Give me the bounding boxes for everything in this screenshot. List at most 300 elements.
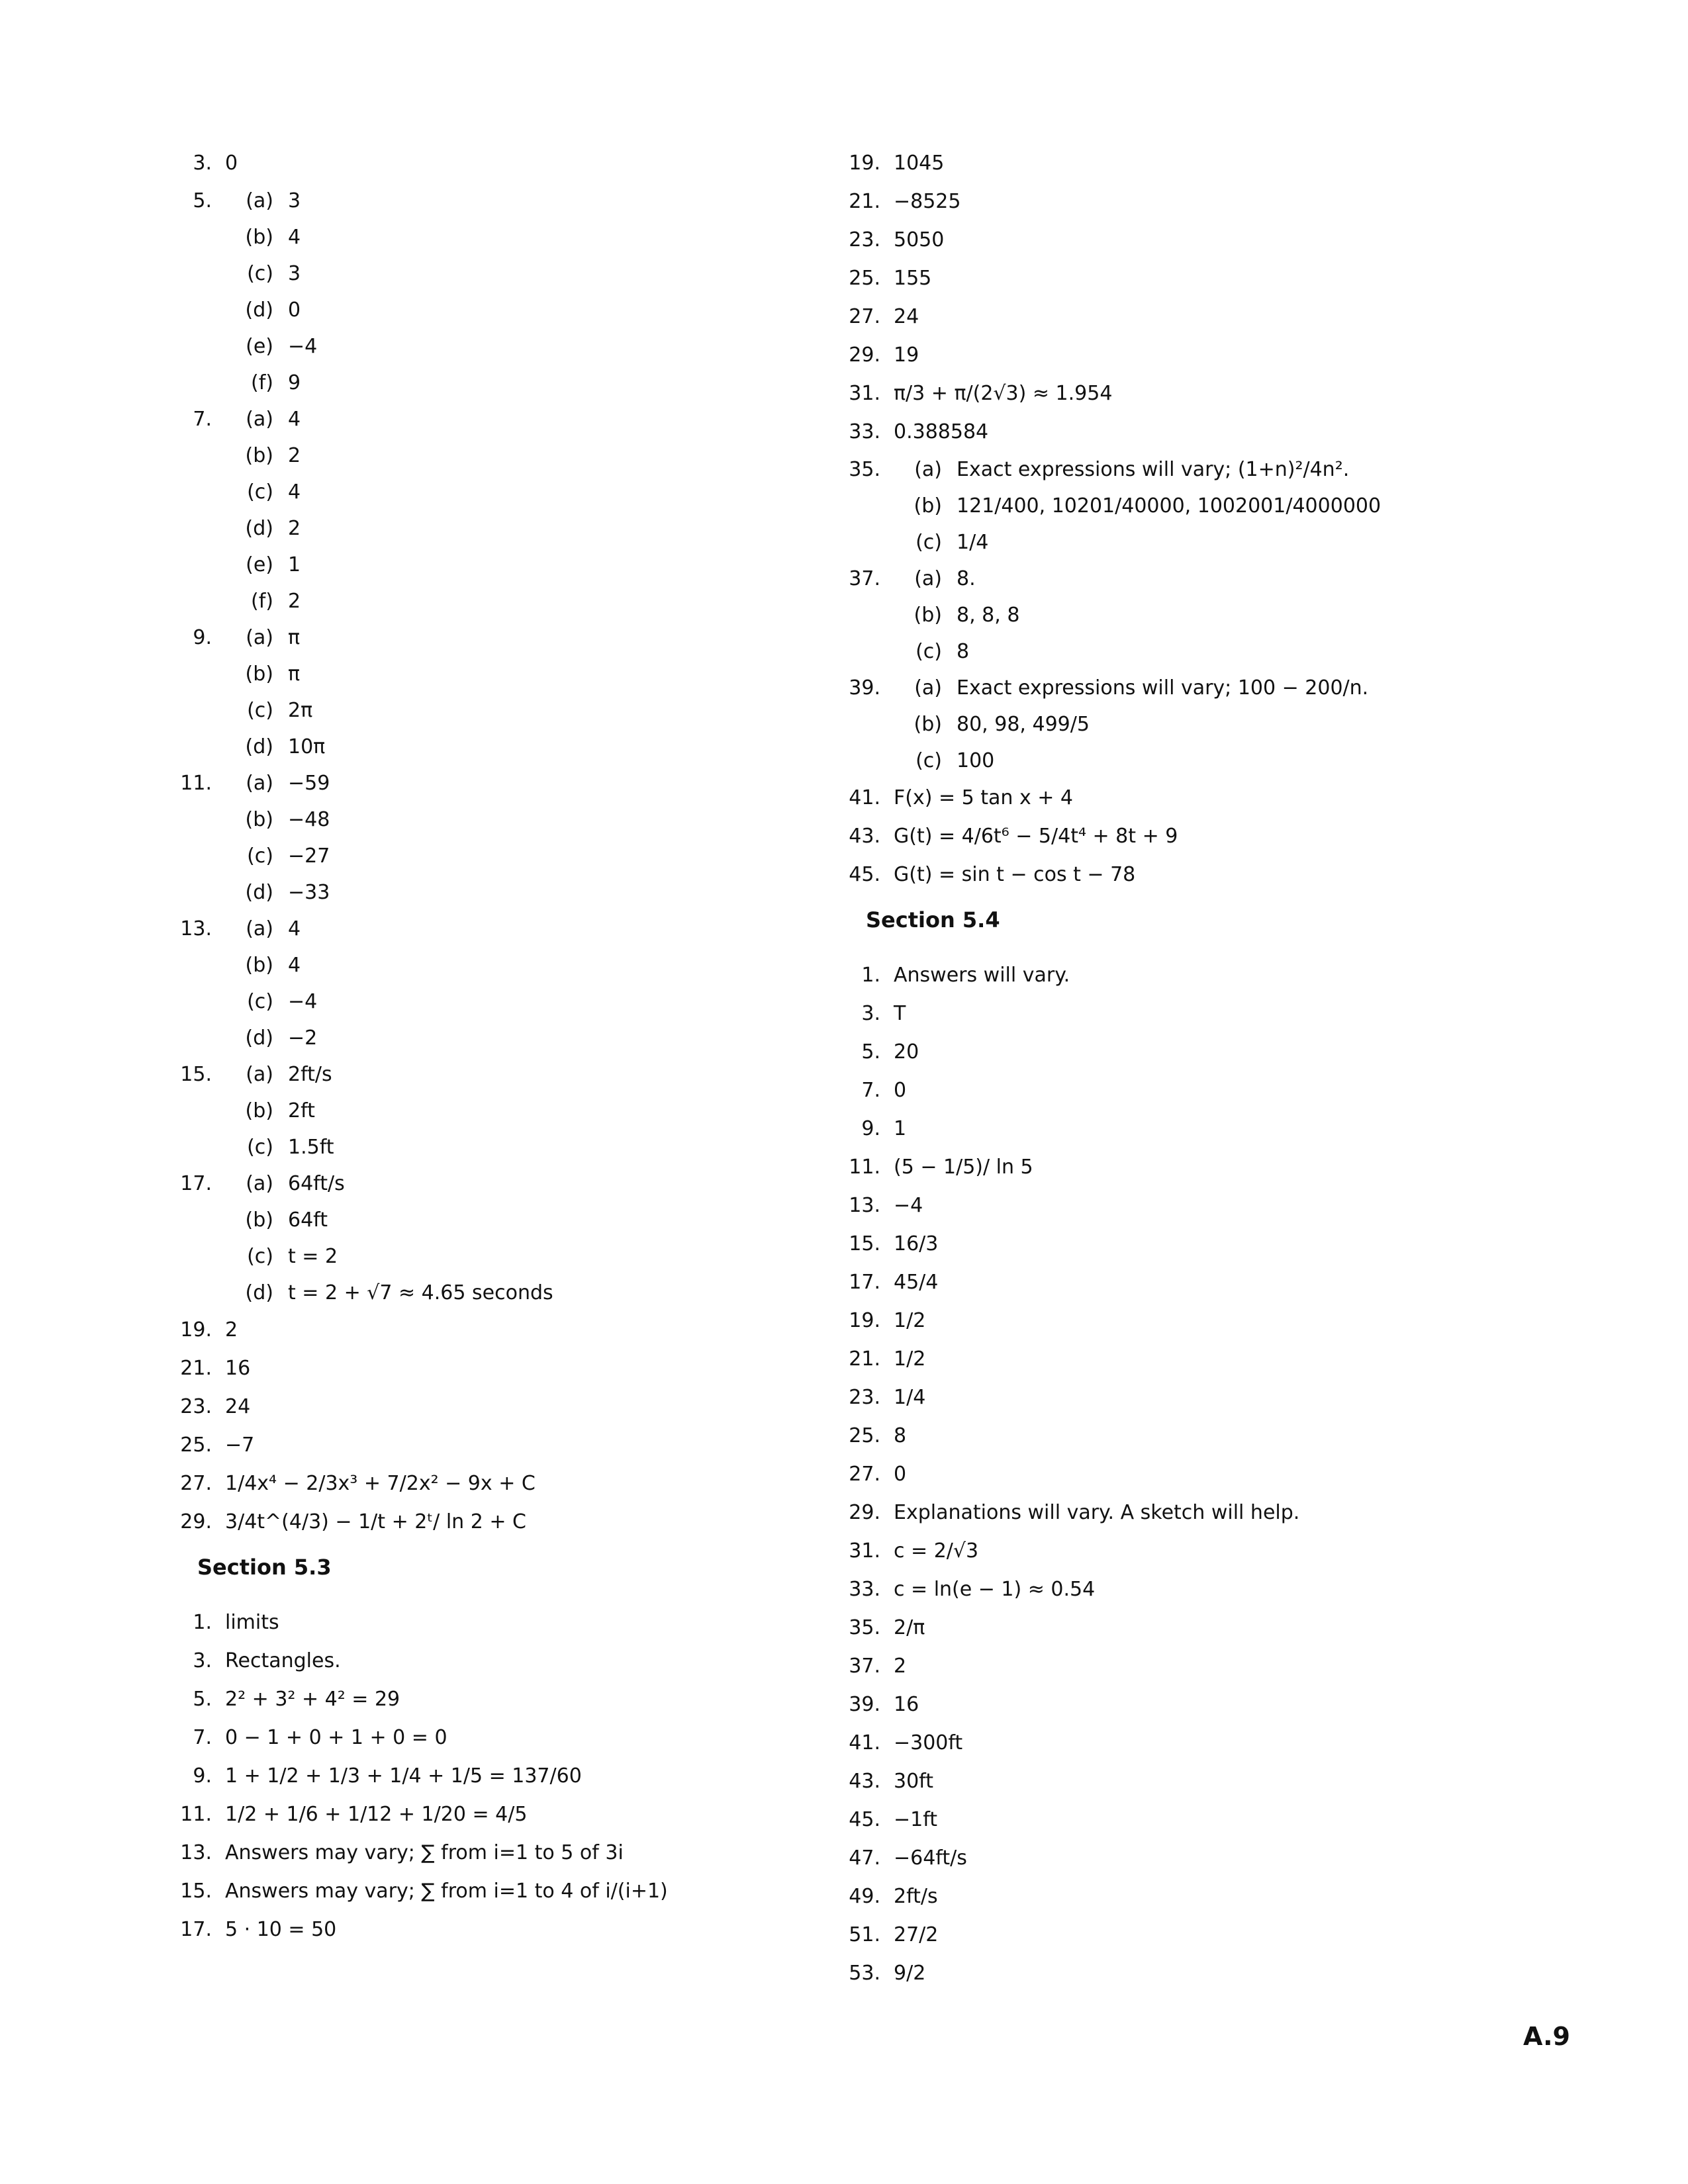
- part-value: 2ft: [288, 1099, 315, 1122]
- answer-part: [165, 255, 814, 292]
- answer-item: [165, 1165, 814, 1311]
- part-value: 64ft/s: [288, 1172, 345, 1195]
- answer-item: [834, 1916, 1562, 1954]
- answer-number: 33.: [849, 420, 880, 443]
- answer-text: 1: [894, 1117, 907, 1140]
- answer-number: 41.: [849, 1731, 880, 1754]
- answer-number: 17.: [849, 1271, 880, 1294]
- part-label: (a): [246, 189, 273, 212]
- answer-number: 21.: [849, 1347, 880, 1371]
- answer-part: [834, 633, 1562, 670]
- answer-number: 29.: [180, 1510, 212, 1533]
- part-value: 4: [288, 954, 301, 977]
- answer-text: 155: [894, 267, 932, 290]
- answer-number: 11.: [180, 772, 212, 795]
- answer-number: 27.: [849, 305, 880, 328]
- answer-part: [165, 583, 814, 619]
- answer-part: [165, 437, 814, 474]
- answer-text: −7: [225, 1433, 255, 1457]
- part-value: 1/4: [957, 531, 989, 554]
- answer-part: [165, 292, 814, 328]
- answer-text: 0.388584: [894, 420, 989, 443]
- answer-item: [834, 1340, 1562, 1379]
- answer-item: [834, 1033, 1562, 1071]
- answer-part: [834, 670, 1562, 706]
- answer-item: [834, 183, 1562, 221]
- answer-number: 3.: [193, 1649, 212, 1672]
- answer-part: [165, 547, 814, 583]
- answer-number: 37.: [849, 567, 880, 590]
- part-value: 10π: [288, 735, 326, 758]
- answer-part: [165, 1202, 814, 1238]
- answer-text: 5 · 10 = 50: [225, 1918, 337, 1941]
- answer-number: 7.: [193, 1726, 212, 1749]
- answer-item: [834, 956, 1562, 995]
- part-value: 3: [288, 189, 301, 212]
- answer-item: [834, 561, 1562, 670]
- answer-text: 2: [894, 1655, 907, 1678]
- answer-text: 1 + 1/2 + 1/3 + 1/4 + 1/5 = 137/60: [225, 1764, 582, 1788]
- part-label: (b): [245, 1208, 273, 1232]
- answer-text: 24: [225, 1395, 251, 1418]
- part-label: (b): [245, 444, 273, 467]
- answer-number: 19.: [180, 1318, 212, 1342]
- part-value: 100: [957, 749, 995, 772]
- answer-item: [834, 221, 1562, 259]
- answer-item: [834, 336, 1562, 375]
- part-label: (b): [245, 954, 273, 977]
- answer-item: [165, 1834, 814, 1872]
- answer-text: F(x) = 5 tan x + 4: [894, 786, 1073, 809]
- answer-number: 1.: [193, 1611, 212, 1634]
- part-label: (a): [246, 1172, 273, 1195]
- part-label: (d): [245, 517, 273, 540]
- answer-text: (5 − 1/5)/ ln 5: [894, 1156, 1033, 1179]
- answer-number: 21.: [180, 1357, 212, 1380]
- answer-item: [165, 1426, 814, 1465]
- part-label: (b): [914, 713, 942, 736]
- part-value: 1: [288, 553, 301, 576]
- part-label: (a): [246, 626, 273, 649]
- part-value: −59: [288, 772, 330, 795]
- answer-part: [165, 911, 814, 947]
- part-value: 9: [288, 371, 301, 394]
- left-answer-column: [165, 144, 814, 1949]
- part-label: (c): [247, 262, 273, 285]
- answer-part: [165, 401, 814, 437]
- answer-part: [165, 1020, 814, 1056]
- answer-text: Answers may vary; ∑ from i=1 to 4 of i/(i+1): [225, 1880, 668, 1903]
- answer-number: 15.: [849, 1232, 880, 1255]
- answer-number: 17.: [180, 1172, 212, 1195]
- part-label: (c): [915, 749, 942, 772]
- answer-item: [165, 1757, 814, 1796]
- answer-item: [834, 1647, 1562, 1686]
- answer-item: [834, 1187, 1562, 1225]
- answer-number: 41.: [849, 786, 880, 809]
- answer-item: [834, 856, 1562, 894]
- answer-number: 15.: [180, 1880, 212, 1903]
- answer-part: [165, 947, 814, 983]
- answer-text: 30ft: [894, 1770, 933, 1793]
- answer-text: −4: [894, 1194, 923, 1217]
- answer-text: 2² + 3² + 4² = 29: [225, 1688, 400, 1711]
- answer-number: 45.: [849, 863, 880, 886]
- part-label: (a): [246, 408, 273, 431]
- answer-number: 47.: [849, 1846, 880, 1870]
- answer-number: 29.: [849, 1501, 880, 1524]
- answer-number: 35.: [849, 1616, 880, 1639]
- part-label: (b): [245, 226, 273, 249]
- answer-part: [165, 365, 814, 401]
- answer-number: 13.: [849, 1194, 880, 1217]
- answer-part: [165, 1165, 814, 1202]
- answer-item: [834, 1302, 1562, 1340]
- answer-item: [834, 1110, 1562, 1148]
- answer-item: [834, 1417, 1562, 1455]
- answer-item: [165, 1642, 814, 1680]
- answer-number: 29.: [849, 343, 880, 367]
- answer-number: 25.: [849, 267, 880, 290]
- answer-item: [834, 451, 1562, 561]
- answer-item: [834, 995, 1562, 1033]
- part-value: 4: [288, 226, 301, 249]
- answer-number: 27.: [849, 1463, 880, 1486]
- answer-part: [165, 510, 814, 547]
- part-value: 80, 98, 499/5: [957, 713, 1090, 736]
- answer-item: [834, 298, 1562, 336]
- answer-text: 2ft/s: [894, 1885, 938, 1908]
- answer-number: 31.: [849, 382, 880, 405]
- answer-part: [834, 451, 1562, 488]
- answer-number: 39.: [849, 676, 880, 700]
- part-value: 2: [288, 590, 301, 613]
- answer-part: [165, 328, 814, 365]
- answer-part: [165, 619, 814, 656]
- answer-item: [834, 259, 1562, 298]
- answer-number: 19.: [849, 1309, 880, 1332]
- answer-number: 23.: [849, 228, 880, 251]
- answer-item: [834, 1263, 1562, 1302]
- answer-item: [834, 1724, 1562, 1762]
- answer-number: 13.: [180, 917, 212, 940]
- answer-text: Answers will vary.: [894, 964, 1070, 987]
- answer-text: 1/4x⁴ − 2/3x³ + 7/2x² − 9x + C: [225, 1472, 536, 1495]
- answer-text: c = 2/√3: [894, 1539, 979, 1563]
- answer-item: [834, 1570, 1562, 1609]
- answer-item: [165, 619, 814, 765]
- answer-item: [165, 1796, 814, 1834]
- part-value: Exact expressions will vary; (1+n)²/4n².: [957, 458, 1350, 481]
- part-value: π: [288, 626, 301, 649]
- part-value: 1.5ft: [288, 1136, 334, 1159]
- page-number: A.9: [1523, 2022, 1570, 2051]
- part-value: 64ft: [288, 1208, 328, 1232]
- answer-part: [165, 692, 814, 729]
- part-value: t = 2: [288, 1245, 338, 1268]
- answer-item: [834, 1609, 1562, 1647]
- part-label: (d): [245, 735, 273, 758]
- answer-number: 5.: [861, 1040, 880, 1064]
- part-label: (b): [245, 1099, 273, 1122]
- answer-part: [165, 1056, 814, 1093]
- answer-number: 11.: [180, 1803, 212, 1826]
- answer-item: [165, 1604, 814, 1642]
- part-value: −4: [288, 990, 318, 1013]
- answer-text: 27/2: [894, 1923, 939, 1946]
- answer-number: 9.: [861, 1117, 880, 1140]
- answer-item: [165, 1311, 814, 1349]
- answer-part: [834, 706, 1562, 743]
- answer-text: 3/4t^(4/3) − 1/t + 2ᵗ/ ln 2 + C: [225, 1510, 526, 1533]
- answer-item: [165, 765, 814, 911]
- answer-item: [165, 1911, 814, 1949]
- answer-item: [834, 413, 1562, 451]
- answer-number: 23.: [849, 1386, 880, 1409]
- answer-number: 11.: [849, 1156, 880, 1179]
- answer-text: Answers may vary; ∑ from i=1 to 5 of 3i: [225, 1841, 624, 1864]
- answer-number: 27.: [180, 1472, 212, 1495]
- answer-number: 3.: [861, 1002, 880, 1025]
- part-value: 2: [288, 444, 301, 467]
- answer-number: 39.: [849, 1693, 880, 1716]
- part-label: (c): [247, 990, 273, 1013]
- answer-text: limits: [225, 1611, 279, 1634]
- answer-part: [165, 219, 814, 255]
- part-label: (f): [251, 590, 273, 613]
- answer-item: [834, 375, 1562, 413]
- answer-number: 25.: [180, 1433, 212, 1457]
- answer-part: [165, 874, 814, 911]
- answer-item: [834, 1071, 1562, 1110]
- answer-text: T: [894, 1002, 906, 1025]
- answer-text: 16/3: [894, 1232, 939, 1255]
- answer-text: 9/2: [894, 1962, 926, 1985]
- answer-text: −1ft: [894, 1808, 938, 1831]
- section-heading: Section 5.4: [866, 907, 1000, 933]
- answer-text: 0: [225, 152, 238, 175]
- part-label: (b): [914, 494, 942, 518]
- answer-item: [165, 1680, 814, 1719]
- answer-text: G(t) = 4/6t⁶ − 5/4t⁴ + 8t + 9: [894, 825, 1178, 848]
- answer-number: 19.: [849, 152, 880, 175]
- answer-number: 51.: [849, 1923, 880, 1946]
- answer-number: 5.: [193, 189, 212, 212]
- answer-item: [834, 1532, 1562, 1570]
- answer-number: 23.: [180, 1395, 212, 1418]
- answer-number: 37.: [849, 1655, 880, 1678]
- part-value: 8, 8, 8: [957, 604, 1020, 627]
- part-value: 8.: [957, 567, 976, 590]
- answer-number: 3.: [193, 152, 212, 175]
- part-label: (e): [246, 335, 273, 358]
- part-value: 8: [957, 640, 970, 663]
- part-label: (b): [245, 662, 273, 686]
- part-label: (d): [245, 1281, 273, 1304]
- answer-item: [834, 1686, 1562, 1724]
- part-value: −2: [288, 1026, 318, 1050]
- part-value: 4: [288, 917, 301, 940]
- answer-item: [834, 1148, 1562, 1187]
- answer-text: 20: [894, 1040, 919, 1064]
- answer-text: 16: [894, 1693, 919, 1716]
- answer-item: [834, 1225, 1562, 1263]
- answer-text: 0 − 1 + 0 + 1 + 0 = 0: [225, 1726, 447, 1749]
- answer-item: [834, 670, 1562, 779]
- answer-number: 25.: [849, 1424, 880, 1447]
- answer-part: [165, 1238, 814, 1275]
- answer-part: [165, 1275, 814, 1311]
- answer-number: 21.: [849, 190, 880, 213]
- part-value: 4: [288, 480, 301, 504]
- answer-item: [834, 1839, 1562, 1878]
- answer-text: −64ft/s: [894, 1846, 967, 1870]
- answer-text: −8525: [894, 190, 961, 213]
- answer-number: 35.: [849, 458, 880, 481]
- part-value: Exact expressions will vary; 100 − 200/n.: [957, 676, 1369, 700]
- answer-part: [165, 474, 814, 510]
- part-value: −48: [288, 808, 330, 831]
- answer-number: 45.: [849, 1808, 880, 1831]
- answer-text: 1/2 + 1/6 + 1/12 + 1/20 = 4/5: [225, 1803, 528, 1826]
- answer-text: 45/4: [894, 1271, 939, 1294]
- part-value: π: [288, 662, 301, 686]
- answer-number: 5.: [193, 1688, 212, 1711]
- part-value: 2ft/s: [288, 1063, 332, 1086]
- answer-item: [165, 1388, 814, 1426]
- answer-part: [165, 801, 814, 838]
- part-value: −4: [288, 335, 318, 358]
- part-value: t = 2 + √7 ≈ 4.65 seconds: [288, 1281, 553, 1304]
- answer-item: [834, 1762, 1562, 1801]
- part-label: (c): [247, 480, 273, 504]
- part-label: (a): [914, 458, 942, 481]
- answer-item: [165, 401, 814, 619]
- answer-item: [834, 817, 1562, 856]
- answer-number: 9.: [193, 626, 212, 649]
- answer-part: [834, 597, 1562, 633]
- answer-text: 16: [225, 1357, 251, 1380]
- answer-text: Rectangles.: [225, 1649, 341, 1672]
- answer-number: 53.: [849, 1962, 880, 1985]
- part-label: (c): [915, 531, 942, 554]
- part-value: 3: [288, 262, 301, 285]
- answer-text: 8: [894, 1424, 907, 1447]
- answer-part: [834, 524, 1562, 561]
- part-label: (e): [246, 553, 273, 576]
- answer-text: 24: [894, 305, 919, 328]
- part-label: (f): [251, 371, 273, 394]
- answer-item: [165, 1465, 814, 1503]
- answer-text: Explanations will vary. A sketch will help.: [894, 1501, 1300, 1524]
- answer-item: [834, 1801, 1562, 1839]
- answer-text: 0: [894, 1463, 907, 1486]
- answer-text: 2: [225, 1318, 238, 1342]
- answer-part: [834, 743, 1562, 779]
- answer-part: [834, 561, 1562, 597]
- answer-text: 1/2: [894, 1347, 926, 1371]
- answer-part: [165, 183, 814, 219]
- answer-part: [165, 983, 814, 1020]
- answer-part: [165, 1093, 814, 1129]
- answer-item: [834, 779, 1562, 817]
- answer-number: 13.: [180, 1841, 212, 1864]
- answer-text: −300ft: [894, 1731, 963, 1754]
- answer-number: 17.: [180, 1918, 212, 1941]
- part-label: (a): [246, 772, 273, 795]
- answer-item: [165, 911, 814, 1056]
- part-value: 121/400, 10201/40000, 1002001/4000000: [957, 494, 1382, 518]
- part-label: (a): [246, 1063, 273, 1086]
- answer-part: [834, 488, 1562, 524]
- part-value: 0: [288, 298, 301, 322]
- answer-number: 43.: [849, 1770, 880, 1793]
- part-label: (b): [245, 808, 273, 831]
- answer-text: 5050: [894, 228, 945, 251]
- section-heading: Section 5.3: [197, 1555, 332, 1580]
- answer-text: c = ln(e − 1) ≈ 0.54: [894, 1578, 1096, 1601]
- answer-text: 0: [894, 1079, 907, 1102]
- answer-item: [834, 1494, 1562, 1532]
- part-label: (a): [914, 676, 942, 700]
- answer-number: 43.: [849, 825, 880, 848]
- part-label: (a): [246, 917, 273, 940]
- answer-text: 2/π: [894, 1616, 925, 1639]
- answer-part: [165, 765, 814, 801]
- answer-item: [165, 1056, 814, 1165]
- part-label: (c): [247, 1245, 273, 1268]
- answer-number: 33.: [849, 1578, 880, 1601]
- part-value: 2: [288, 517, 301, 540]
- answer-item: [834, 1455, 1562, 1494]
- answer-part: [165, 838, 814, 874]
- answer-part: [165, 656, 814, 692]
- answer-item: [834, 144, 1562, 183]
- answer-item: [834, 1954, 1562, 1993]
- right-answer-column: [834, 144, 1562, 1993]
- part-value: −33: [288, 881, 330, 904]
- part-label: (d): [245, 1026, 273, 1050]
- part-value: 2π: [288, 699, 313, 722]
- answer-number: 9.: [193, 1764, 212, 1788]
- answer-number: 49.: [849, 1885, 880, 1908]
- answer-item: [165, 1872, 814, 1911]
- answer-number: 1.: [861, 964, 880, 987]
- answer-part: [165, 1129, 814, 1165]
- part-value: 4: [288, 408, 301, 431]
- answer-number: 31.: [849, 1539, 880, 1563]
- part-label: (c): [247, 699, 273, 722]
- answer-item: [165, 183, 814, 401]
- answer-item: [834, 1878, 1562, 1916]
- part-label: (a): [914, 567, 942, 590]
- part-label: (c): [915, 640, 942, 663]
- answer-item: [834, 1379, 1562, 1417]
- part-label: (d): [245, 881, 273, 904]
- answer-part: [165, 729, 814, 765]
- answer-item: [165, 1503, 814, 1541]
- part-label: (b): [914, 604, 942, 627]
- answer-item: [165, 144, 814, 183]
- answer-number: 7.: [861, 1079, 880, 1102]
- part-value: −27: [288, 844, 330, 868]
- answer-item: [165, 1349, 814, 1388]
- part-label: (c): [247, 1136, 273, 1159]
- answer-text: 1045: [894, 152, 945, 175]
- answer-number: 15.: [180, 1063, 212, 1086]
- answer-item: [165, 1719, 814, 1757]
- part-label: (c): [247, 844, 273, 868]
